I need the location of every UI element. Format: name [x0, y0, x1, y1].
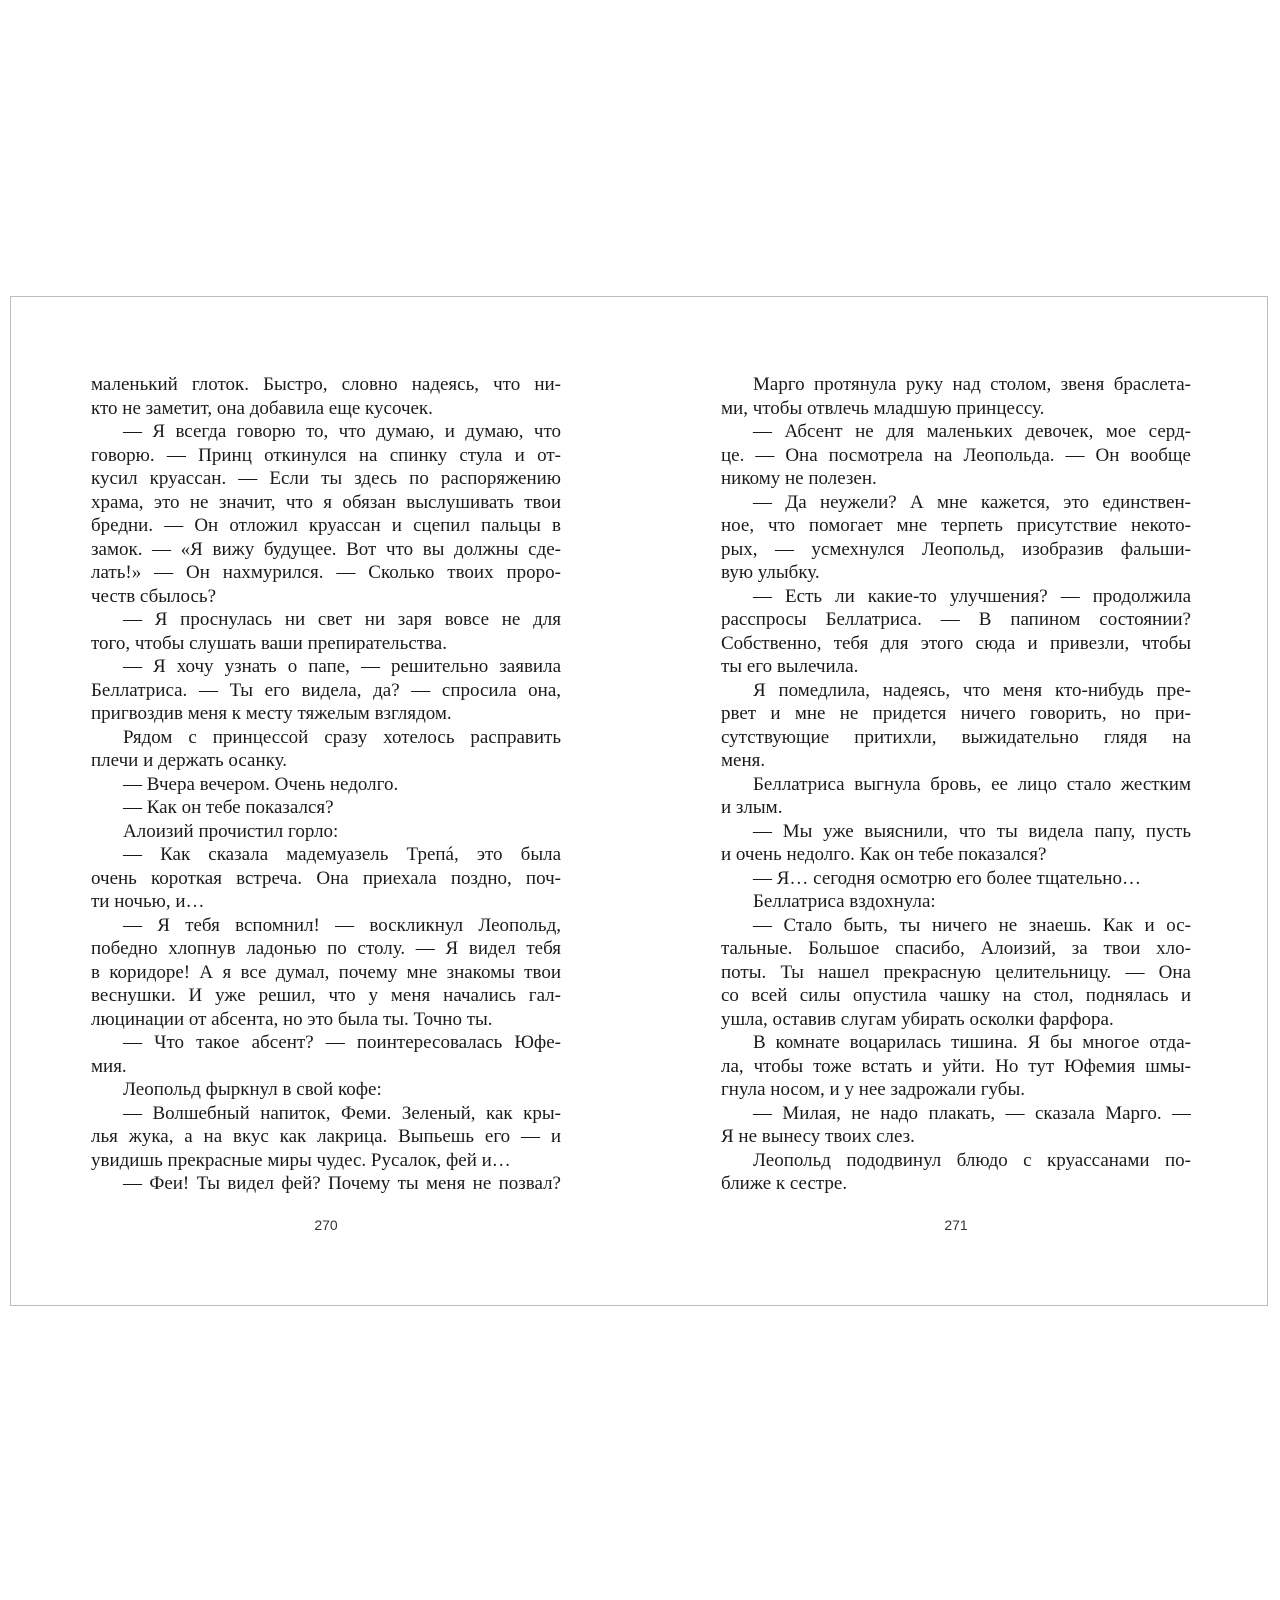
text-line: меня. — [721, 750, 766, 771]
left-page — [91, 373, 561, 1233]
text-line: Я не вынесу твоих слез. — [721, 1126, 915, 1147]
text-line: поты. Ты нашел прекрасную целительницу. — Она — [721, 961, 1191, 983]
text-line: вую улыбку. — [721, 562, 820, 583]
text-line: говорю. — Принц откинулся на спинку стула и от- — [91, 444, 561, 466]
text-line: — Феи! Ты видел фей? Почему ты меня не позвал? — [123, 1173, 561, 1194]
text-line: Марго протянула руку над столом, звеня браслета- — [753, 374, 1191, 395]
text-line: — Как он тебе показался? — [123, 797, 334, 818]
text-line: — Я всегда говорю то, что думаю, и думаю, что — [123, 421, 561, 442]
right-page-text — [721, 373, 1191, 1205]
right-page — [721, 373, 1191, 1233]
text-line: — Волшебный напиток, Феми. Зеленый, как кры- — [123, 1102, 561, 1124]
text-line: плечи и держать осанку. — [91, 750, 287, 771]
text-line: рых, — усмехнулся Леопольд, изобразив фальши- — [721, 538, 1191, 560]
text-line: Беллатриса вздохнула: — [753, 891, 936, 912]
text-line: — Я… сегодня осмотрю его более тщательно… — [753, 867, 1141, 889]
text-line: мия. — [91, 1055, 127, 1077]
text-line: тальные. Большое спасибо, Алоизий, за твои хло- — [721, 938, 1191, 959]
text-line: — Вчера вечером. Очень недолго. — [123, 773, 399, 795]
text-line: сутствующие притихли, выжидательно глядя на — [721, 726, 1191, 748]
text-line: храма, это не значит, что я обязан выслушивать твои — [91, 491, 561, 513]
text-line: бредни. — Он отложил круассан и сцепил пальцы в — [91, 515, 561, 536]
text-line: Беллатриса выгнула бровь, ее лицо стало жестким — [753, 773, 1191, 795]
text-line: и злым. — [721, 797, 783, 818]
text-line: Алоизий прочистил горло: — [123, 820, 339, 842]
text-line: победно хлопнув ладонью по столу. — Я видел тебя — [91, 938, 561, 959]
text-line: того, чтобы слушать ваши препирательства. — [91, 632, 447, 654]
text-line: Я помедлила, надеясь, что меня кто-нибудь пре- — [753, 679, 1191, 701]
text-line: увидишь прекрасные миры чудес. Русалок, фей и… — [91, 1149, 511, 1171]
text-line: кусил круассан. — Если ты здесь по распоряжению — [91, 468, 561, 489]
text-line: ты его вылечила. — [721, 656, 859, 677]
text-line: расспросы Беллатриса. — В папином состоянии? — [721, 609, 1191, 630]
text-line: лья жука, а на вкус как лакрица. Выпьешь его — и — [91, 1126, 561, 1147]
text-line: Рядом с принцессой сразу хотелось расправить — [123, 726, 561, 748]
text-line: никому не полезен. — [721, 468, 877, 489]
text-line: Беллатриса. — Ты его видела, да? — спросила она, — [91, 679, 561, 701]
text-line: ближе к сестре. — [721, 1173, 848, 1194]
text-line: люцинации от абсента, но это была ты. Точно ты. — [91, 1008, 493, 1030]
text-line: — Что такое абсент? — поинтересовалась Юфе- — [123, 1032, 561, 1053]
text-line: честв сбылось? — [91, 585, 217, 607]
text-line: маленький глоток. Быстро, словно надеясь, что ни- — [91, 374, 561, 395]
left-page-number: 270 — [314, 1217, 338, 1233]
text-line: Леопольд фыркнул в свой кофе: — [123, 1079, 382, 1100]
text-line: и очень недолго. Как он тебе показался? — [721, 844, 1047, 865]
text-line: Собственно, тебя для этого сюда и привезли, чтобы — [721, 632, 1191, 654]
text-line: пригвоздив меня к месту тяжелым взглядом. — [91, 703, 452, 724]
text-line: очень короткая встреча. Она приехала поздно, поч- — [91, 867, 561, 889]
text-line: це. — Она посмотрела на Леопольда. — Он вообще — [721, 444, 1191, 466]
text-line: ми, чтобы отвлечь младшую принцессу. — [721, 397, 1045, 419]
text-line: — Есть ли какие-то улучшения? — продолжила — [753, 585, 1191, 607]
text-line: — Я хочу узнать о папе, — решительно заявила — [123, 656, 561, 677]
text-line: кто не заметит, она добавила еще кусочек. — [91, 397, 433, 419]
right-page-number: 271 — [944, 1217, 968, 1233]
text-line: ное, что помогает мне терпеть присутствие некото- — [721, 515, 1191, 536]
text-line: — Да неужели? А мне кажется, это единствен- — [753, 491, 1191, 513]
text-line: — Я проснулась ни свет ни заря вовсе не для — [123, 609, 561, 630]
text-line: рвет и мне не придется ничего говорить, но при- — [721, 703, 1191, 724]
text-line: Леопольд пододвинул блюдо с круассанами по- — [753, 1149, 1191, 1171]
text-line: замок. — «Я вижу будущее. Вот что вы должны сде- — [91, 538, 561, 560]
text-line: в коридоре! А я все думал, почему мне знакомы твои — [91, 961, 561, 983]
text-line: ушла, оставив слугам убирать осколки фарфора. — [721, 1008, 1114, 1030]
text-line: веснушки. И уже решил, что у меня начались гал- — [91, 985, 561, 1006]
text-line: ла, чтобы тоже встать и уйти. Но тут Юфемия шмы- — [721, 1055, 1191, 1077]
left-page-text — [91, 373, 561, 1205]
book-spread — [10, 296, 1268, 1306]
text-line: ти ночью, и… — [91, 891, 205, 912]
text-line: — Как сказала мадемуазель Трепá, это была — [123, 844, 561, 865]
text-line: — Абсент не для маленьких девочек, мое серд- — [753, 421, 1191, 442]
text-line: гнула носом, и у нее задрожали губы. — [721, 1079, 1025, 1100]
text-line: лать!» — Он нахмурился. — Сколько твоих проро- — [91, 562, 561, 583]
text-line: — Милая, не надо плакать, — сказала Марго. — — [753, 1102, 1191, 1124]
text-line: — Стало быть, ты ничего не знаешь. Как и ос- — [753, 914, 1191, 936]
text-line: — Мы уже выяснили, что ты видела папу, пусть — [753, 820, 1191, 842]
text-line: — Я тебя вспомнил! — воскликнул Леопольд, — [123, 914, 561, 936]
text-line: В комнате воцарилась тишина. Я бы многое отда- — [753, 1032, 1191, 1053]
text-line: со всей силы опустила чашку на стол, поднялась и — [721, 985, 1191, 1006]
